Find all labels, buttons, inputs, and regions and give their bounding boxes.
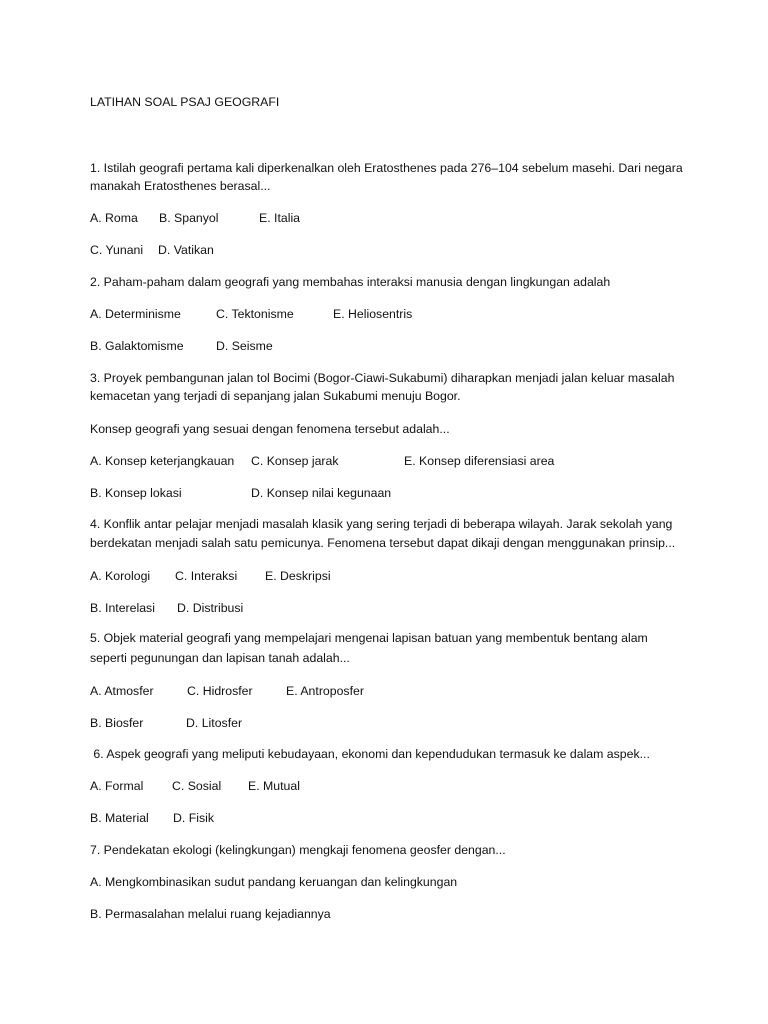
q2-option-d: D. Seisme bbox=[216, 339, 273, 353]
q6-option-e: E. Mutual bbox=[248, 779, 300, 793]
question-7-text: 7. Pendekatan ekologi (kelingkungan) mengkaji fenomena geosfer dengan... bbox=[90, 843, 506, 857]
q5-option-b: B. Biosfer bbox=[90, 716, 144, 730]
q6-option-c: C. Sosial bbox=[172, 779, 222, 793]
q1-option-e: E. Italia bbox=[259, 211, 301, 225]
q3-option-c: C. Konsep jarak bbox=[251, 454, 339, 468]
question-2-text: 2. Paham-paham dalam geografi yang membahas interaksi manusia dengan lingkungan adalah bbox=[90, 275, 611, 289]
q1-option-b: B. Spanyol bbox=[159, 211, 219, 225]
q4-option-c: C. Interaksi bbox=[175, 569, 238, 583]
q3-option-e: E. Konsep diferensiasi area bbox=[404, 454, 555, 468]
q6-option-b: B. Material bbox=[90, 811, 149, 825]
question-4-text: 4. Konflik antar pelajar menjadi masalah klasik yang sering terjadi di beberapa wilayah. Jarak sekolah yang bbox=[90, 517, 673, 531]
q7-option-a: A. Mengkombinasikan sudut pandang keruangan dan kelingkungan bbox=[90, 875, 458, 889]
question-3-prompt: Konsep geografi yang sesuai dengan fenomena tersebut adalah... bbox=[90, 422, 450, 436]
q4-option-d: D. Distribusi bbox=[177, 601, 244, 615]
question-3-text-cont: kemacetan yang terjadi di sepanjang jalan Sukabumi menuju Bogor. bbox=[90, 389, 461, 403]
q3-option-b: B. Konsep lokasi bbox=[90, 486, 182, 500]
q2-option-b: B. Galaktomisme bbox=[90, 339, 184, 353]
q2-option-c: C. Tektonisme bbox=[216, 307, 294, 321]
q3-option-d: D. Konsep nilai kegunaan bbox=[251, 486, 392, 500]
question-6-text: 6. Aspek geografi yang meliputi kebudayaan, ekonomi dan kependudukan termasuk ke dalam aspek... bbox=[90, 747, 650, 761]
q7-option-b: B. Permasalahan melalui ruang kejadiannya bbox=[90, 907, 331, 921]
question-5-text-cont: seperti pegunungan dan lapisan tanah adalah... bbox=[90, 651, 350, 665]
q4-option-b: B. Interelasi bbox=[90, 601, 155, 615]
q2-option-a: A. Determinisme bbox=[90, 307, 181, 321]
q2-option-e: E. Heliosentris bbox=[333, 307, 413, 321]
q5-option-a: A. Atmosfer bbox=[90, 684, 154, 698]
q1-option-c: C. Yunani bbox=[90, 243, 144, 257]
q4-option-a: A. Korologi bbox=[90, 569, 151, 583]
question-5-text: 5. Objek material geografi yang mempelajari mengenai lapisan batuan yang membentuk bentang alam bbox=[90, 631, 648, 645]
q5-option-e: E. Antroposfer bbox=[286, 684, 364, 698]
question-3-text: 3. Proyek pembangunan jalan tol Bocimi (Bogor-Ciawi-Sukabumi) diharapkan menjadi jalan keluar masalah bbox=[90, 371, 675, 385]
question-1-text-cont: manakah Eratosthenes berasal... bbox=[90, 179, 271, 193]
document-title: LATIHAN SOAL PSAJ GEOGRAFI bbox=[90, 95, 280, 109]
question-1-text: 1. Istilah geografi pertama kali diperkenalkan oleh Eratosthenes pada 276–104 sebelum masehi. Dari negara bbox=[90, 161, 683, 175]
q1-option-d: D. Vatikan bbox=[158, 243, 214, 257]
q4-option-e: E. Deskripsi bbox=[265, 569, 331, 583]
q5-option-d: D. Litosfer bbox=[186, 716, 243, 730]
q5-option-c: C. Hidrosfer bbox=[187, 684, 253, 698]
question-4-text-cont: berdekatan menjadi salah satu pemicunya. Fenomena tersebut dapat dikaji dengan menggunakan prinsip... bbox=[90, 536, 676, 550]
q6-option-d: D. Fisik bbox=[173, 811, 214, 825]
q3-option-a: A. Konsep keterjangkauan bbox=[90, 454, 235, 468]
q1-option-a: A. Roma bbox=[90, 211, 138, 225]
q6-option-a: A. Formal bbox=[90, 779, 144, 793]
